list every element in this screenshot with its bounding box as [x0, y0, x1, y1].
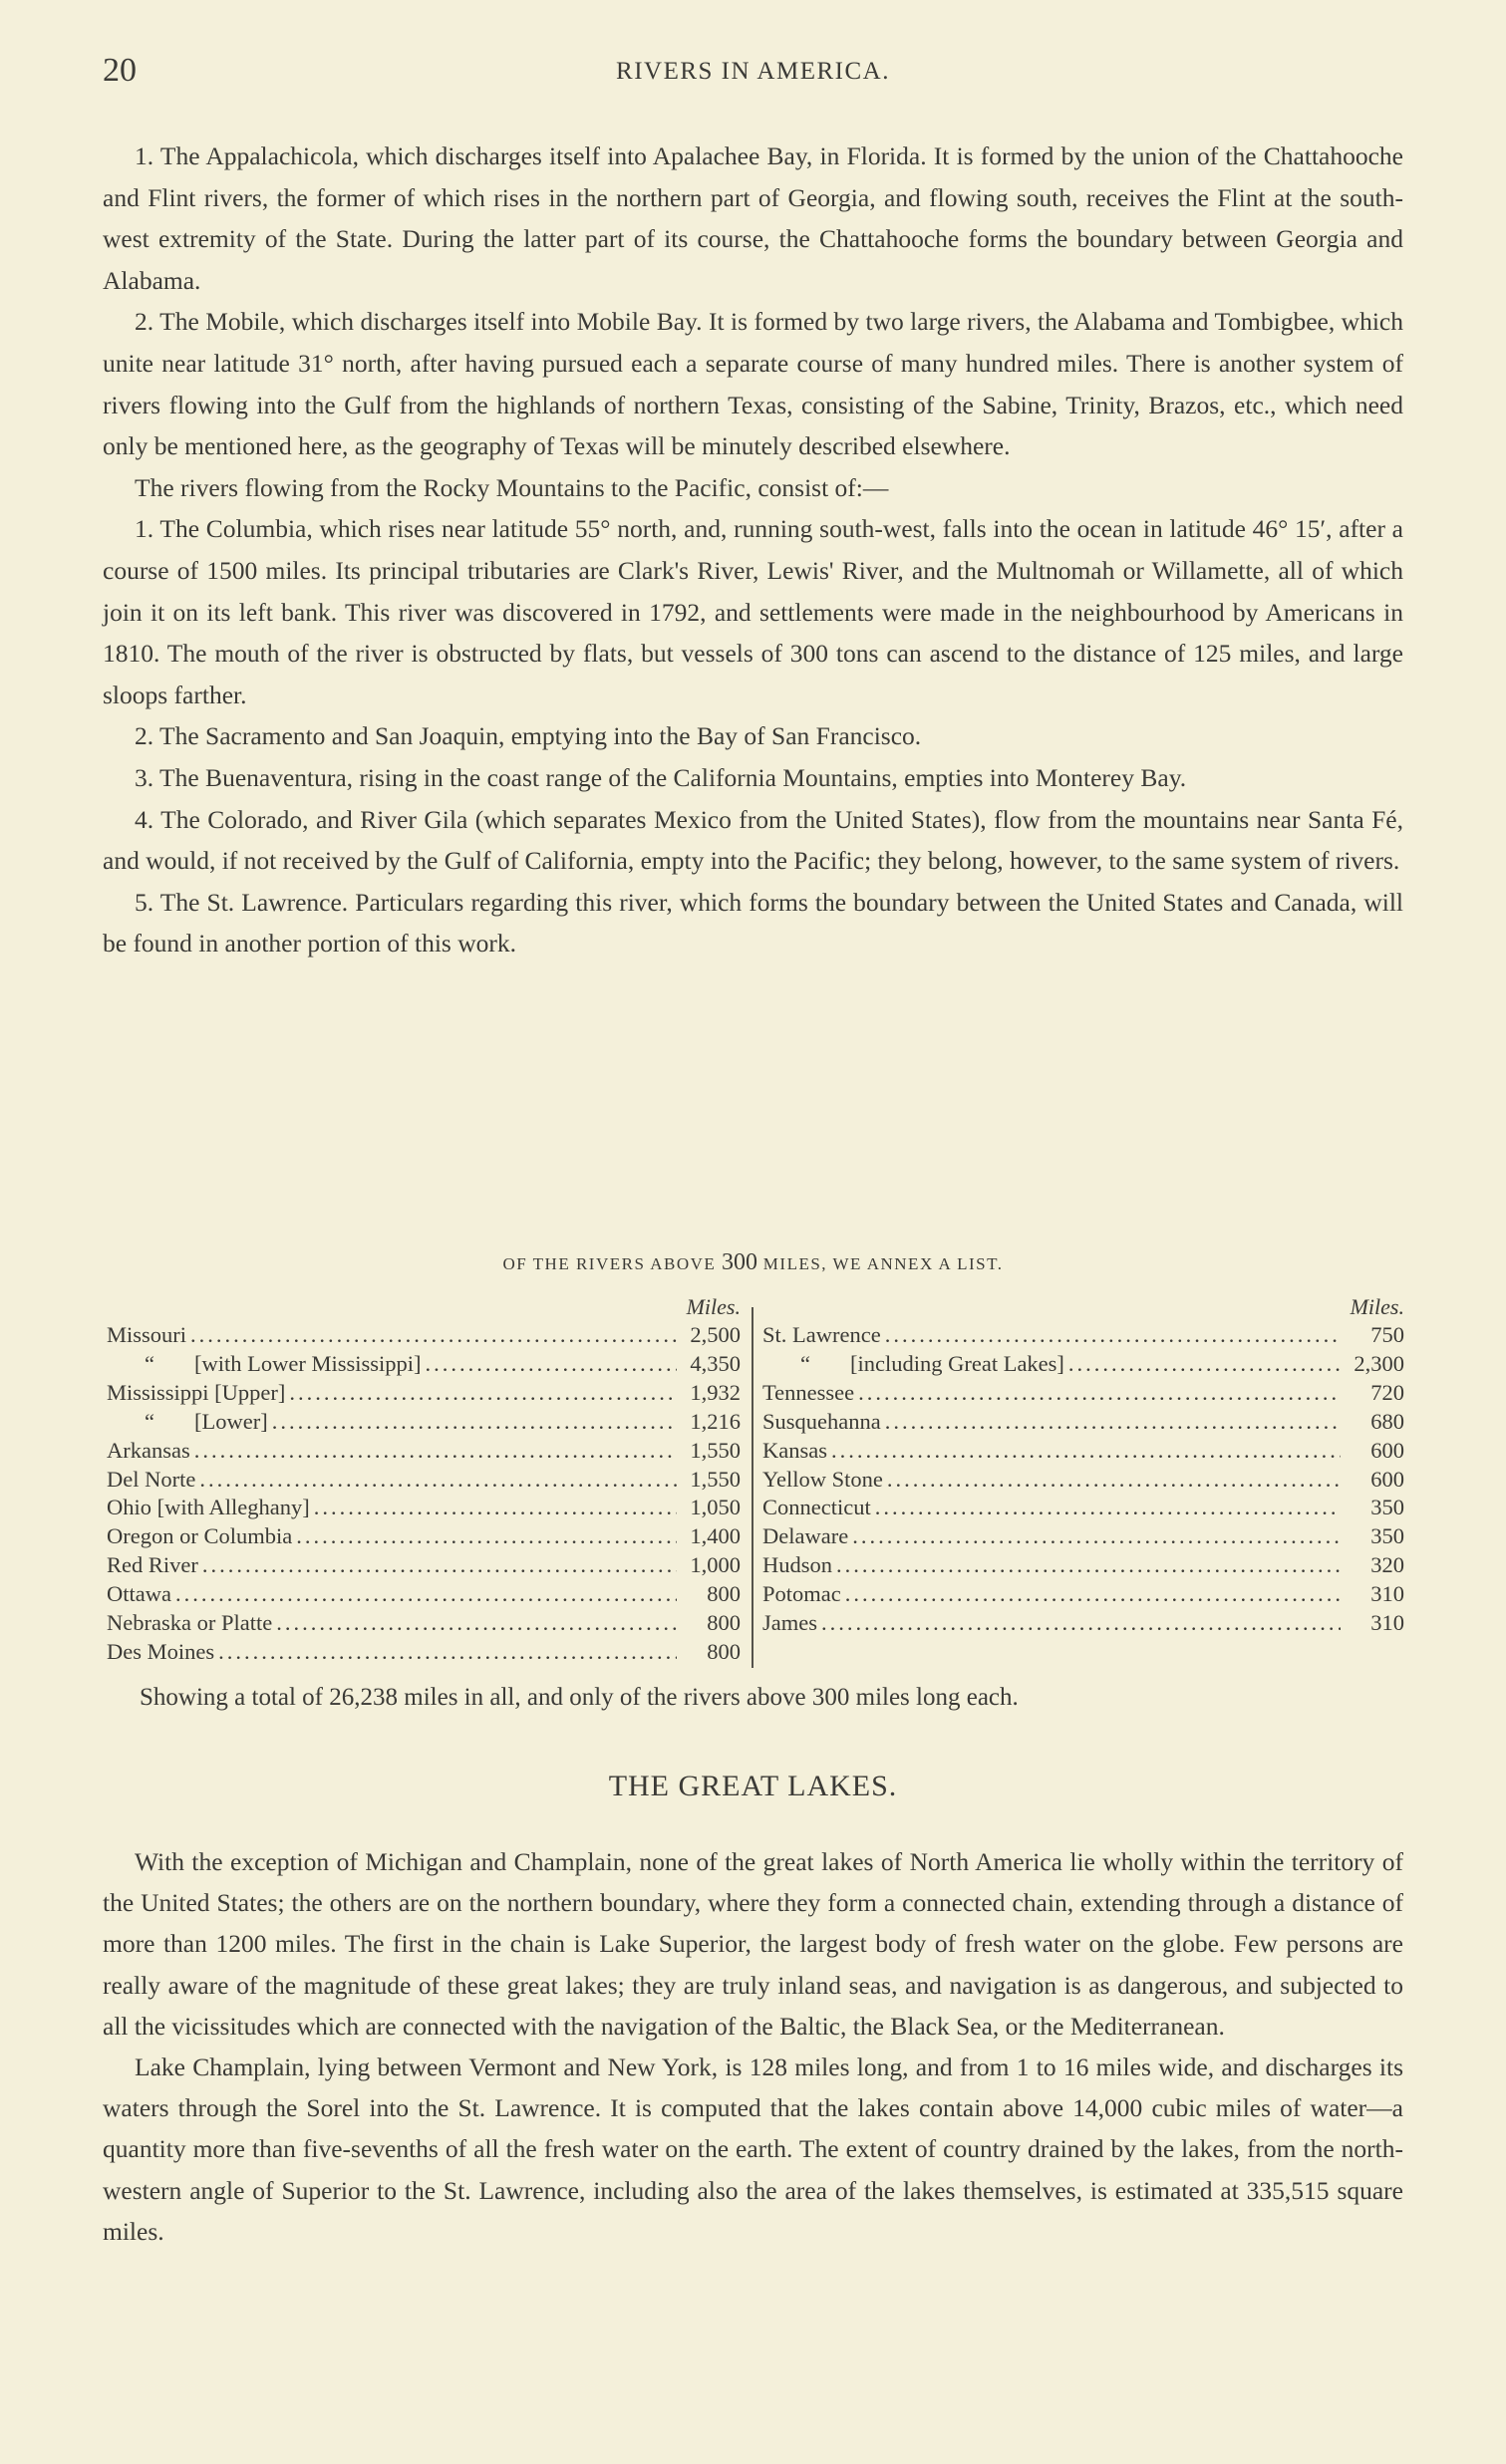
- river-name-text: Oregon or Columbia: [107, 1523, 293, 1549]
- dot-leader: [831, 1437, 1341, 1466]
- river-miles: 1,550: [690, 1466, 741, 1492]
- river-miles: 1,050: [690, 1495, 741, 1520]
- river-miles: 310: [1370, 1610, 1404, 1636]
- river-miles: 800: [707, 1610, 741, 1636]
- river-miles: 4,350: [690, 1350, 741, 1376]
- miles-header: Miles.: [686, 1294, 741, 1319]
- table-row: [762, 1580, 1404, 1609]
- table-total: Showing a total of 26,238 miles in all, and only of the rivers above 300 miles long each.: [140, 1684, 1019, 1711]
- river-name: [107, 1522, 292, 1551]
- river-name: [762, 1379, 854, 1408]
- river-name-text: Tennessee: [762, 1379, 855, 1405]
- dot-leader: [194, 1437, 677, 1466]
- rivers-section: [103, 136, 1403, 964]
- table-row: [107, 1437, 741, 1466]
- table-row: [107, 1638, 741, 1667]
- river-miles: 800: [707, 1638, 741, 1664]
- rivers-table: [107, 1293, 1404, 1672]
- table-row: [107, 1522, 741, 1551]
- river-name-text: James: [762, 1610, 817, 1636]
- river-miles: 310: [1370, 1581, 1404, 1607]
- river-name: [762, 1551, 832, 1580]
- river-name: [107, 1408, 268, 1437]
- river-name: [107, 1580, 171, 1609]
- paragraph: 4. The Colorado, and River Gila (which separates Mexico from the United States), flow from the mountains near Santa Fé, and would, if not received by the Gulf of California, empty into the Pacific; they belong, however, to the same system of rivers.: [103, 804, 1403, 876]
- river-name-text: Ottawa: [107, 1581, 171, 1607]
- river-name-text: Mississippi [Upper]: [107, 1379, 286, 1405]
- river-name-text: Hudson: [762, 1552, 833, 1578]
- ditto-mark: “: [145, 1408, 154, 1434]
- paragraph: 1. The Appalachicola, which discharges itself into Apalachee Bay, in Florida. It is formed by the union of the Chattahooche and Flint rivers, the former of which rises in the northern part of Georgia, and flowing south, receives the Flint at the south-west extremity of the State. During the latter part of its course, the Chattahooche forms the boundary between Georgia and Alabama.: [103, 141, 1403, 295]
- page-header: [103, 52, 1403, 96]
- river-name: [762, 1522, 848, 1551]
- table-row: [107, 1408, 741, 1437]
- river-name: [107, 1609, 272, 1638]
- river-miles: 1,550: [690, 1437, 741, 1463]
- river-miles: 1,216: [690, 1408, 741, 1434]
- river-name: [107, 1350, 422, 1379]
- dot-leader: [885, 1321, 1341, 1350]
- table-row: [762, 1551, 1404, 1580]
- river-name-text: Nebraska or Platte: [107, 1610, 273, 1636]
- ditto-mark: “: [145, 1350, 154, 1376]
- dot-leader: [296, 1522, 677, 1551]
- river-name: [107, 1466, 195, 1495]
- river-miles: 1,932: [690, 1379, 741, 1405]
- river-name: [762, 1494, 871, 1522]
- river-name-text: Delaware: [762, 1523, 849, 1549]
- dot-leader: [845, 1580, 1341, 1609]
- river-name: [107, 1437, 190, 1466]
- table-row: [107, 1580, 741, 1609]
- ditto-mark: “: [800, 1350, 810, 1376]
- table-right-column: [762, 1293, 1404, 1638]
- dot-leader: [199, 1466, 677, 1495]
- river-miles: 680: [1370, 1408, 1404, 1434]
- paragraph: 5. The St. Lawrence. Particulars regarding this river, which forms the boundary between the United States and Canada, will be found in another portion of this work.: [103, 887, 1403, 958]
- river-name-text: Des Moines: [107, 1638, 215, 1664]
- dot-leader: [190, 1321, 677, 1350]
- table-row: [107, 1350, 741, 1379]
- caption-number: 300: [722, 1249, 758, 1275]
- dot-leader: [272, 1408, 677, 1437]
- dot-leader: [175, 1580, 677, 1609]
- river-miles: 1,400: [690, 1523, 741, 1549]
- river-name: [762, 1466, 883, 1495]
- river-miles: 350: [1370, 1495, 1404, 1520]
- river-miles: 350: [1370, 1523, 1404, 1549]
- river-name: [107, 1638, 214, 1667]
- paragraph: 2. The Sacramento and San Joaquin, emptying into the Bay of San Francisco.: [135, 721, 922, 751]
- dot-leader: [875, 1494, 1341, 1522]
- river-name: [107, 1551, 198, 1580]
- dot-leader: [852, 1522, 1341, 1551]
- river-name-text: Potomac: [762, 1581, 841, 1607]
- paragraph: With the exception of Michigan and Champlain, none of the great lakes of North America lie wholly within the territory of the United States; the others are on the northern boundary, where they form a connected chain, extending through a distance of more than 1200 miles. The first in the chain is Lake Superior, the largest body of fresh water on the globe. Few persons are really aware of the magnitude of these great lakes; they are truly inland seas, and navigation is as dangerous, and subjected to all the vicissitudes which are connected with the navigation of the Baltic, the Black Sea, or the Mediterranean.: [103, 1847, 1403, 2041]
- river-name-text: Arkansas: [107, 1437, 190, 1463]
- river-name-text: [including Great Lakes]: [850, 1350, 1064, 1376]
- table-row: [762, 1379, 1404, 1408]
- river-name: [762, 1321, 881, 1350]
- section-heading: THE GREAT LAKES.: [608, 1770, 898, 1802]
- paragraph: The rivers flowing from the Rocky Mountains to the Pacific, consist of:—: [135, 472, 889, 502]
- river-name-text: Red River: [107, 1552, 198, 1578]
- table-row: [107, 1379, 741, 1408]
- river-miles: 800: [707, 1581, 741, 1607]
- dot-leader: [218, 1638, 677, 1667]
- river-name-text: Del Norte: [107, 1466, 196, 1492]
- table-row: [762, 1494, 1404, 1522]
- table-row: [107, 1551, 741, 1580]
- table-row: [107, 1494, 741, 1522]
- river-name-text: Yellow Stone: [762, 1466, 883, 1492]
- river-miles: 2,500: [690, 1322, 741, 1347]
- river-miles: 720: [1370, 1379, 1404, 1405]
- dot-leader: [289, 1379, 677, 1408]
- dot-leader: [1068, 1350, 1341, 1379]
- table-row: [107, 1466, 741, 1495]
- river-name-text: St. Lawrence: [762, 1322, 881, 1347]
- column-divider: [752, 1307, 753, 1668]
- running-title: RIVERS IN AMERICA.: [616, 58, 890, 85]
- dot-leader: [858, 1379, 1341, 1408]
- river-name: [762, 1580, 841, 1609]
- river-miles: 1,000: [690, 1552, 741, 1578]
- dot-leader: [885, 1408, 1341, 1437]
- river-name: [107, 1321, 186, 1350]
- table-row: [762, 1609, 1404, 1638]
- river-name: [762, 1609, 817, 1638]
- river-name-text: Ohio [with Alleghany]: [107, 1495, 310, 1520]
- dot-leader: [836, 1551, 1341, 1580]
- river-name-text: Susquehanna: [762, 1408, 881, 1434]
- dot-leader: [426, 1350, 678, 1379]
- river-name: [762, 1408, 881, 1437]
- river-name: [762, 1350, 1064, 1379]
- river-name-text: [with Lower Mississippi]: [194, 1350, 422, 1376]
- table-row: [762, 1350, 1404, 1379]
- table-row: [107, 1321, 741, 1350]
- dot-leader: [887, 1466, 1341, 1495]
- river-name-text: Missouri: [107, 1322, 187, 1347]
- dot-leader: [276, 1609, 677, 1638]
- dot-leader: [821, 1609, 1341, 1638]
- river-name-text: Kansas: [762, 1437, 827, 1463]
- paragraph: Lake Champlain, lying between Vermont and New York, is 128 miles long, and from 1 to 16 miles wide, and discharges its waters through the Sorel into the St. Lawrence. It is computed that the lakes contain above 14,000 cubic miles of water—a quantity more than five-sevenths of all the fresh water on the earth. The extent of country drained by the lakes, from the north-western angle of Superior to the St. Lawrence, including also the area of the lakes themselves, is estimated at 335,515 square miles.: [103, 2053, 1403, 2246]
- river-name-text: [Lower]: [194, 1408, 268, 1434]
- river-miles: 2,300: [1354, 1350, 1404, 1376]
- river-name: [107, 1379, 285, 1408]
- table-row: [762, 1408, 1404, 1437]
- river-miles: 750: [1370, 1322, 1404, 1347]
- table-row: [762, 1522, 1404, 1551]
- miles-header: Miles.: [1350, 1294, 1404, 1319]
- caption-text: MILES, WE ANNEX A LIST.: [762, 1254, 1004, 1273]
- table-row: [762, 1437, 1404, 1466]
- river-miles: 320: [1370, 1552, 1404, 1578]
- river-miles: 600: [1370, 1466, 1404, 1492]
- table-caption: [103, 1249, 1403, 1276]
- great-lakes-section: [103, 1841, 1403, 2252]
- dot-leader: [202, 1551, 677, 1580]
- table-row: [762, 1321, 1404, 1350]
- table-left-column: [107, 1293, 741, 1667]
- table-row: [107, 1609, 741, 1638]
- dot-leader: [314, 1494, 677, 1522]
- river-miles: 600: [1370, 1437, 1404, 1463]
- paragraph: 3. The Buenaventura, rising in the coast range of the California Mountains, empties into Monterey Bay.: [135, 762, 1187, 792]
- caption-text: OF THE RIVERS ABOVE: [502, 1254, 717, 1273]
- table-row: [762, 1466, 1404, 1495]
- paragraph: 2. The Mobile, which discharges itself into Mobile Bay. It is formed by two large rivers, the Alabama and Tombigbee, which unite near latitude 31° north, after having pursued each a separate course of many hundred miles. There is another system of rivers flowing into the Gulf from the highlands of northern Texas, consisting of the Sabine, Trinity, Brazos, etc., which need only be mentioned here, as the geography of Texas will be minutely described elsewhere.: [103, 307, 1403, 461]
- page-number: 20: [103, 52, 137, 89]
- river-name: [107, 1494, 310, 1522]
- river-name-text: Connecticut: [762, 1495, 871, 1520]
- paragraph: 1. The Columbia, which rises near latitude 55° north, and, running south-west, falls into the ocean in latitude 46° 15′, after a course of 1500 miles. Its principal tributaries are Clark's River, Lewis' River, and the Multnomah or Willamette, all of which join it on its left bank. This river was discovered in 1792, and settlements were made in the neighbourhood by Americans in 1810. The mouth of the river is obstructed by flats, but vessels of 300 tons can ascend to the distance of 125 miles, and large sloops farther.: [103, 514, 1403, 709]
- river-name: [762, 1437, 827, 1466]
